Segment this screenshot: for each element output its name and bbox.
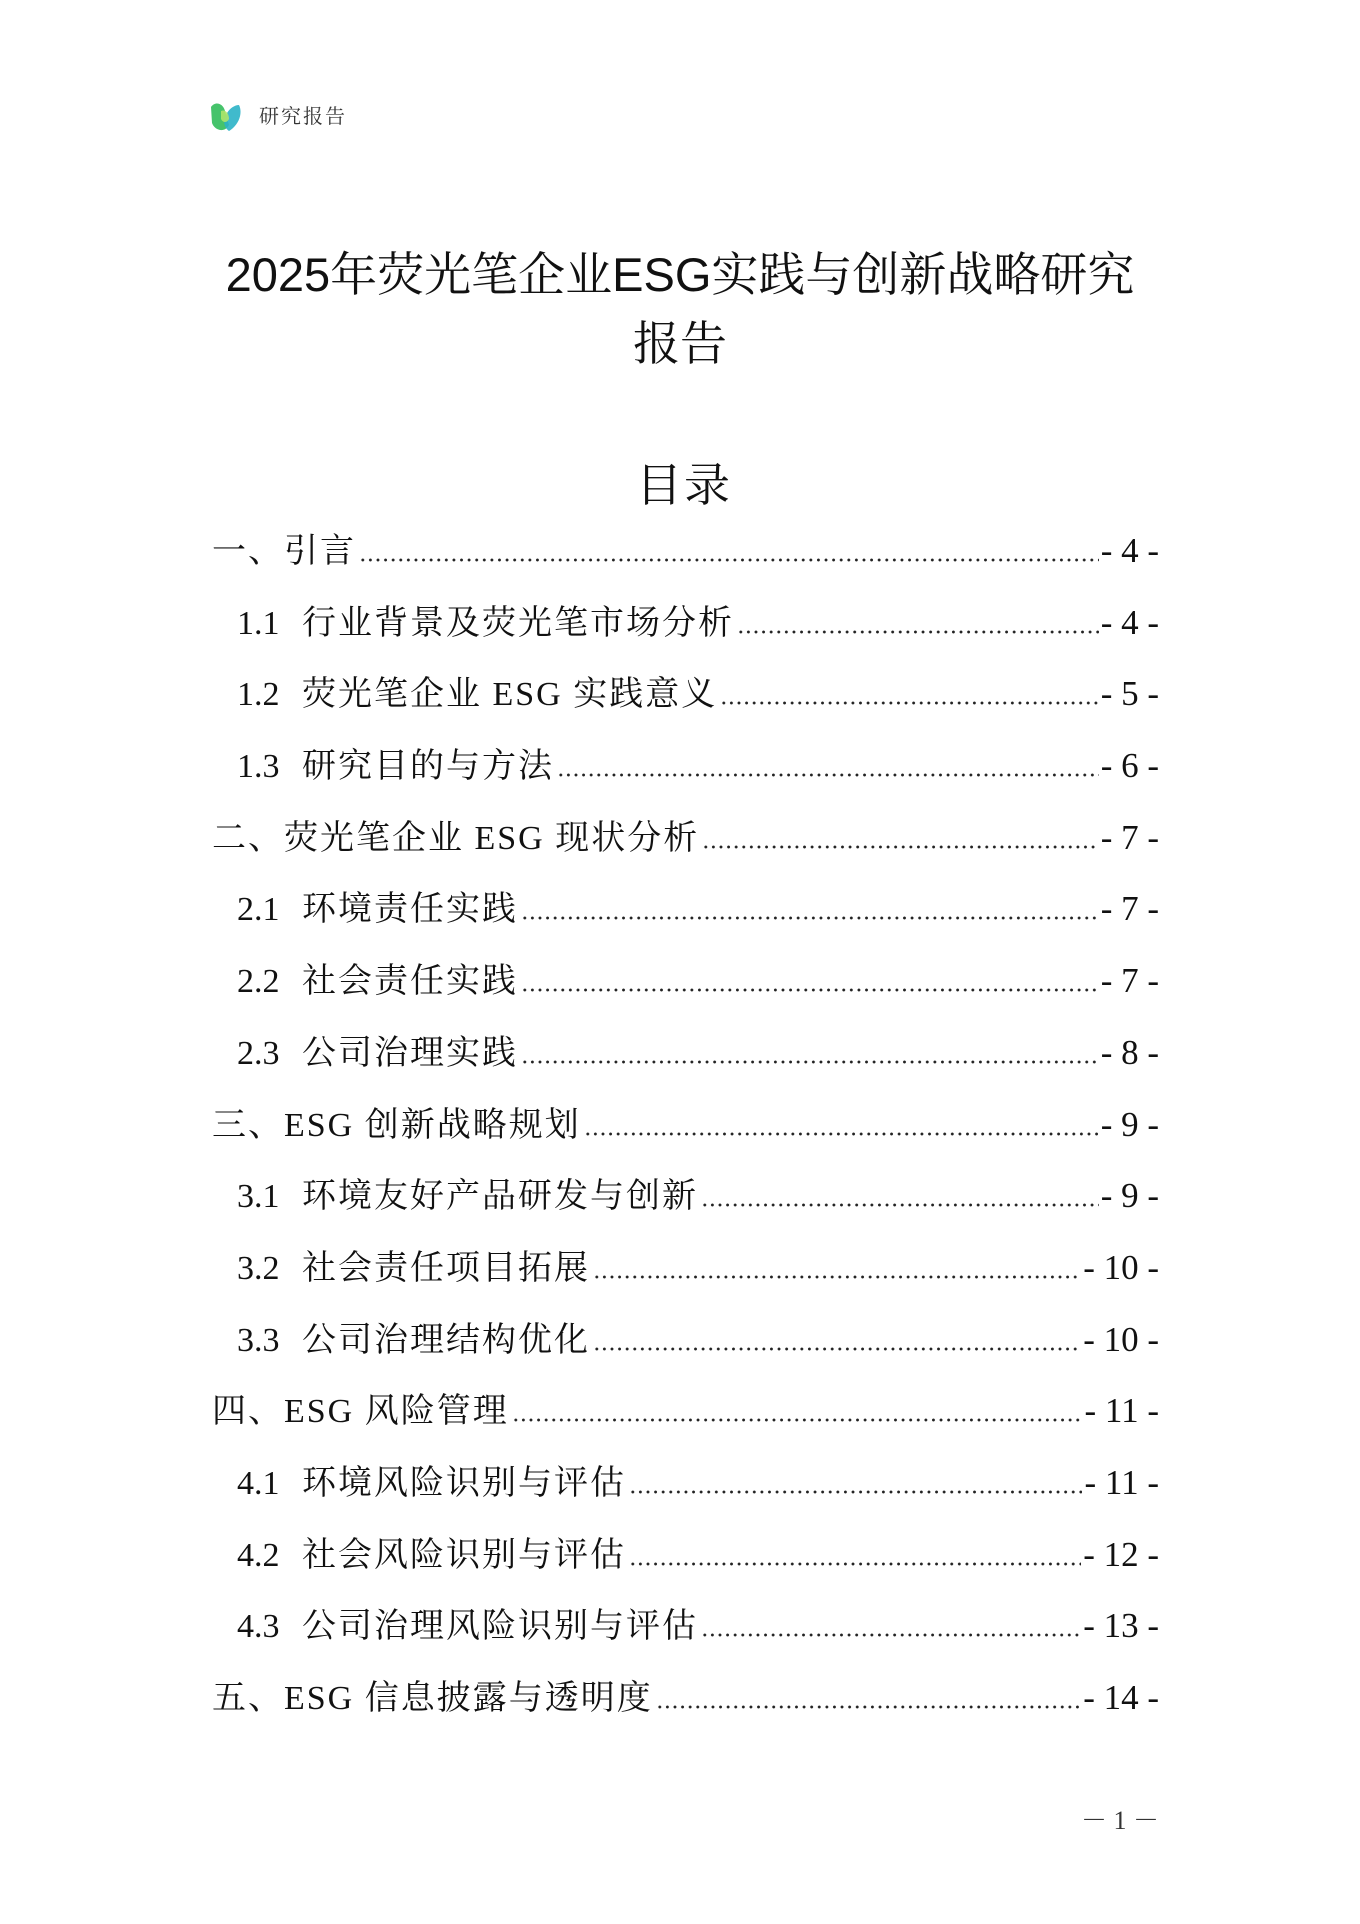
page-header [205,97,347,137]
toc-entry-page: - 7 - [1100,889,1159,929]
toc-entry-page: - 12 - [1083,1534,1159,1574]
toc-entry-label: 一、引言 [212,533,356,570]
toc-dot-leader [359,558,1099,562]
toc-dot-leader [512,1418,1083,1422]
toc-entry[interactable] [212,945,1159,1017]
toc-entry-number: 2.3 [237,1034,280,1072]
toc-entry[interactable] [212,587,1159,659]
toc-dot-leader [584,1132,1099,1136]
toc-entry-page: - 9 - [1100,1176,1159,1216]
toc-entry[interactable] [212,658,1159,730]
toc-entry-label: 三、ESG 创新战略规划 [212,1106,581,1144]
toc-dot-leader [737,630,1099,634]
toc-entry-number: 1.1 [237,604,280,642]
toc-entry-page: - 8 - [1100,1032,1159,1072]
toc-dot-leader [701,1633,1081,1637]
brand-logo-icon [205,97,245,137]
toc-dot-leader [521,988,1099,992]
toc-entry-number: 1.2 [237,676,280,714]
toc-entry-page: - 11 - [1084,1462,1159,1502]
toc-entry-label: 公司治理结构优化 [302,1321,590,1359]
toc-entry-label: 社会风险识别与评估 [302,1536,626,1574]
toc-entry-number: 3.1 [237,1178,280,1216]
toc-dot-leader [521,1060,1099,1064]
toc-heading: 目录 [636,459,732,511]
toc-entry[interactable] [212,1662,1159,1734]
toc-entry-label: 环境责任实践 [302,891,518,929]
toc-entry-page: - 5 - [1100,674,1159,714]
header-label: 研究报告 [259,106,347,128]
toc-entry-page: - 6 - [1100,746,1159,786]
toc-dot-leader [720,701,1098,705]
toc-entry-number: 4.1 [237,1464,280,1502]
toc-entry[interactable] [212,1160,1159,1232]
toc-entry-label: 社会责任项目拓展 [302,1249,590,1287]
toc-entry[interactable] [212,730,1159,802]
toc-entry[interactable] [212,873,1159,945]
toc-entry[interactable] [212,1089,1159,1161]
toc-list [212,515,1159,1734]
toc-entry[interactable] [212,1304,1159,1376]
document-title [0,240,1360,378]
toc-entry-number: 4.2 [237,1536,280,1574]
toc-entry-number: 2.2 [237,963,280,1001]
toc-entry-number: 1.3 [237,748,280,786]
toc-entry-label: 研究目的与方法 [302,748,554,786]
toc-dot-leader [557,773,1099,777]
toc-dot-leader [593,1275,1081,1279]
toc-dot-leader [629,1562,1081,1566]
toc-dot-leader [701,1203,1099,1207]
toc-entry-number: 3.3 [237,1321,280,1359]
toc-entry-label: 五、ESG 信息披露与透明度 [212,1680,653,1717]
toc-entry-page: - 7 - [1100,817,1159,857]
page-number: － 1 － [1080,1806,1159,1835]
toc-entry-page: - 9 - [1100,1104,1159,1144]
toc-entry-label: 四、ESG 风险管理 [212,1393,509,1431]
document-title-line: 报告 [633,317,727,370]
toc-entry-number: 4.3 [237,1608,280,1646]
toc-entry[interactable] [212,1590,1159,1662]
toc-entry-page: - 13 - [1083,1606,1159,1646]
toc-entry-label: 荧光笔企业 ESG 实践意义 [302,676,718,714]
toc-entry-label: 行业背景及荧光笔市场分析 [302,604,734,642]
toc-dot-leader [656,1705,1081,1709]
toc-dot-leader [593,1347,1081,1351]
toc-entry[interactable] [212,1519,1159,1591]
toc-entry[interactable] [212,1447,1159,1519]
toc-entry-label: 公司治理风险识别与评估 [302,1608,698,1646]
toc-entry-page: - 4 - [1100,602,1159,642]
toc-entry-number: 2.1 [237,891,280,929]
toc-entry[interactable] [212,1017,1159,1089]
toc-entry-label: 环境友好产品研发与创新 [302,1178,698,1216]
toc-entry[interactable] [212,1232,1159,1304]
document-title-line: 2025年荧光笔企业ESG实践与创新战略研究 [225,248,1135,301]
toc-entry-page: - 7 - [1100,961,1159,1001]
toc-entry[interactable] [212,802,1159,874]
toc-entry-page: - 14 - [1083,1678,1159,1717]
toc-entry-page: - 4 - [1100,531,1159,570]
toc-entry-page: - 10 - [1083,1319,1159,1359]
toc-entry-number: 3.2 [237,1249,280,1287]
toc-entry-page: - 11 - [1084,1391,1159,1431]
toc-entry-label: 公司治理实践 [302,1034,518,1072]
toc-entry[interactable] [212,515,1159,587]
toc-entry-page: - 10 - [1083,1247,1159,1287]
toc-entry-label: 社会责任实践 [302,963,518,1001]
toc-entry-label: 环境风险识别与评估 [302,1464,626,1502]
toc-dot-leader [521,916,1099,920]
toc-dot-leader [702,845,1098,849]
toc-entry[interactable] [212,1375,1159,1447]
toc-entry-label: 二、荧光笔企业 ESG 现状分析 [212,819,700,857]
toc-dot-leader [629,1490,1082,1494]
